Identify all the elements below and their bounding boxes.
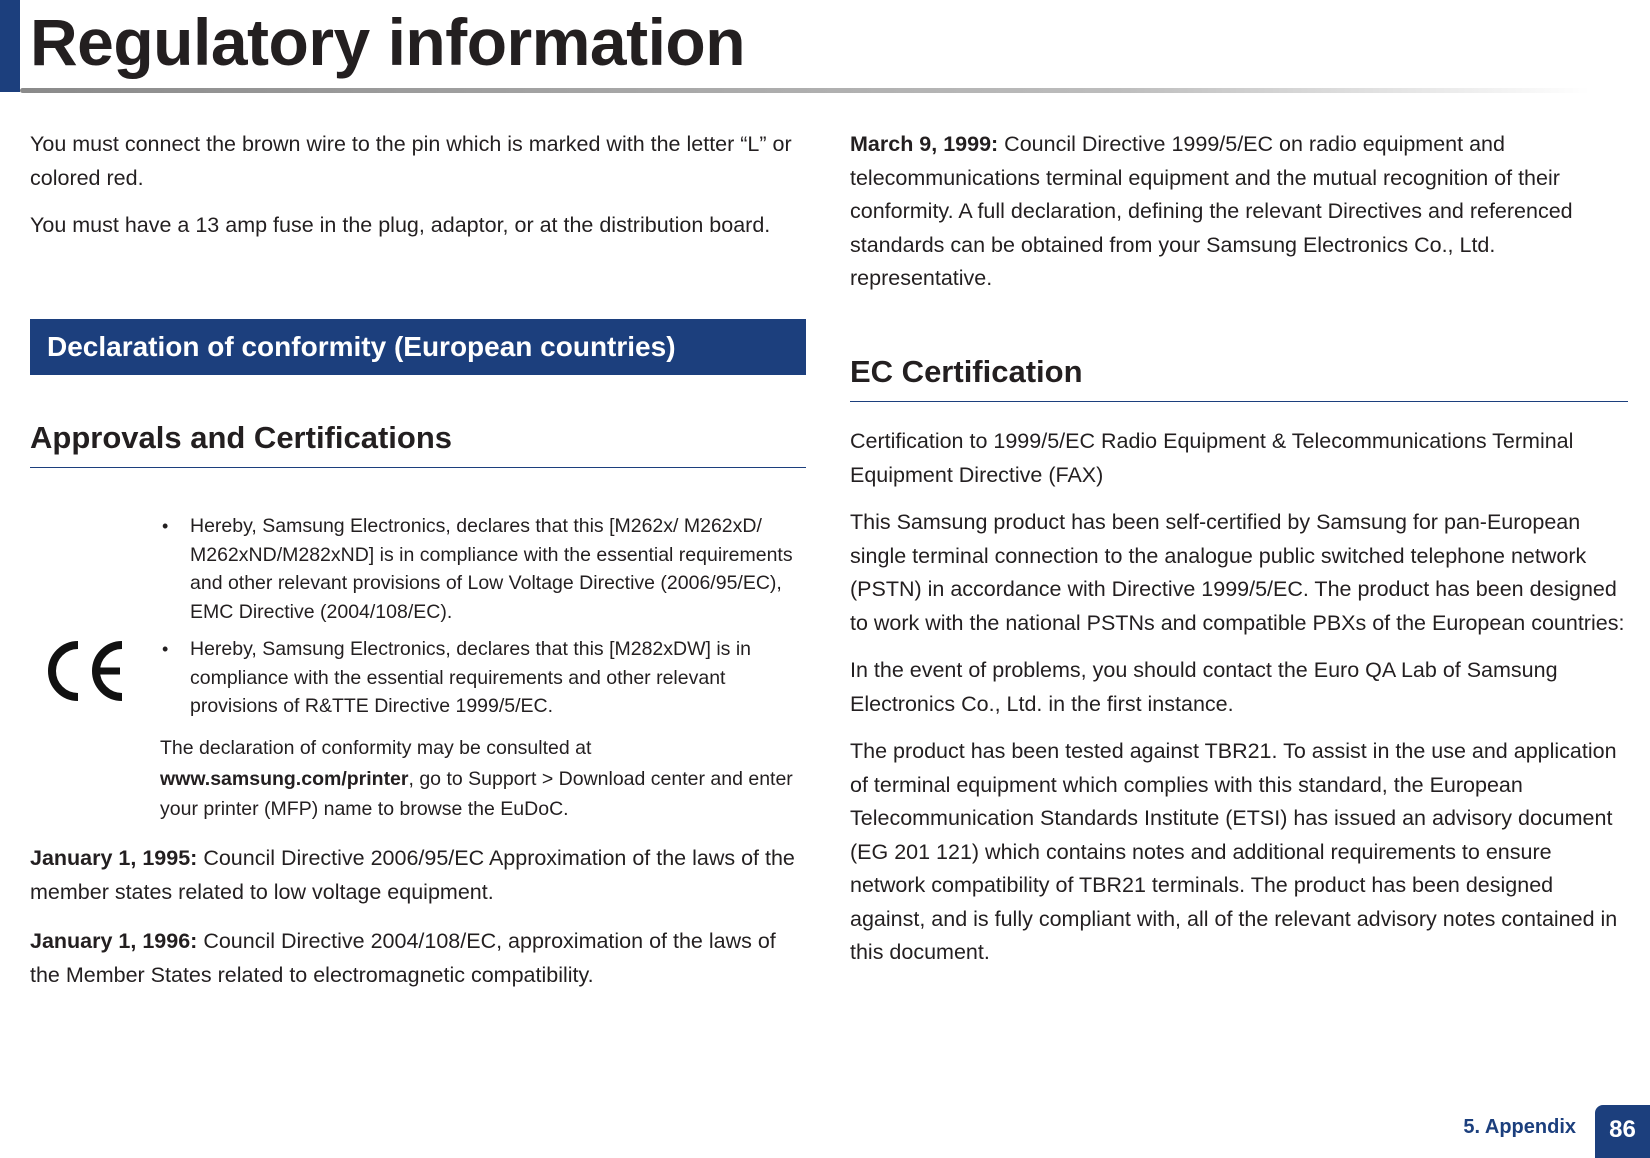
consult-intro: The declaration of conformity may be consulted at [160,737,592,759]
ec-certification-heading: EC Certification [850,352,1628,402]
bullet-dot: • [162,639,169,659]
consult-paragraph [160,733,806,825]
page-number: 86 [1595,1105,1650,1158]
directive-date: January 1, 1996: [30,929,198,953]
directive-text: Council Directive 1999/5/EC on radio equipment and telecommunications terminal equipment and the mutual recognition of their conformity. A full declaration, defining the relevant Directives and referenced standards can be obtained from your Samsung Electronics Co., Ltd. representative. [850,132,1573,290]
declaration-bullets [160,512,806,730]
directive-1996 [30,925,806,992]
ec-paragraph: Certification to 1999/5/EC Radio Equipment & Telecommunications Terminal Equipment Directive (FAX) [850,429,1574,487]
directive-text: Council Directive 2004/108/EC, approximation of the laws of the Member States related to electromagnetic compatibility. [30,929,776,987]
march-directive-block [850,128,1628,296]
directive-date: January 1, 1995: [30,846,198,870]
intro-paragraph-fuse: You must have a 13 amp fuse in the plug, adaptor, or at the distribution board. [30,213,771,237]
samsung-printer-link[interactable]: www.samsung.com/printer [160,767,409,790]
approvals-heading: Approvals and Certifications [30,418,806,468]
consult-rest: , go to Support > Download center and enter your printer (MFP) name to browse the EuDoC. [160,767,793,820]
directive-date: March 9, 1999: [850,132,999,156]
ec-paragraph: This Samsung product has been self-certified by Samsung for pan-European single terminal connection to the analogue public switched telephone network (PSTN) in accordance with Directive 1999/5/EC. The product has been designed to work with the national PSTNs and compatible PBXs of the European countries: [850,510,1625,635]
page-title: Regulatory information [30,5,746,79]
intro-paragraph-wire: You must connect the brown wire to the pin which is marked with the letter “L” or colored red. [30,132,792,190]
title-underline [20,88,1590,93]
bullet-text: Hereby, Samsung Electronics, declares that this [M282xDW] is in compliance with the essential requirements and other relevant provisions of R&TTE Directive 1999/5/EC. [190,638,752,717]
footer-section-label: 5. Appendix [1463,1116,1576,1138]
title-accent-bar [0,0,20,92]
ce-mark-icon [40,640,126,702]
directive-1995 [30,842,806,909]
intro-block [30,128,806,243]
approvals-heading-block [30,418,806,468]
bullet-item [160,512,806,626]
directive-text: Council Directive 2006/95/EC Approximation of the laws of the member states related to low voltage equipment. [30,846,795,904]
directive-1999 [850,128,1628,296]
ec-paragraph: In the event of problems, you should contact the Euro QA Lab of Samsung Electronics Co., Ltd. in the first instance. [850,658,1558,716]
ec-paragraph: The product has been tested against TBR21. To assist in the use and application of terminal equipment which complies with this standard, the European Telecommunication Standards Institute (ETSI) has issued an advisory document (EG 201 121) which contains notes and additional requirements to ensure network compatibility of TBR21 terminals. The product has been designed against, and is fully compliant with, all of the relevant advisory notes contained in this document. [850,739,1618,964]
ec-certification-body [850,425,1628,970]
bullet-dot: • [162,516,169,536]
ec-heading-block [850,352,1628,402]
bullet-text: Hereby, Samsung Electronics, declares that this [M262x/ M262xD/ M262xND/M282xND] is in compliance with the essential requirements and other relevant provisions of Low Voltage Directive (2006/95/EC), EMC Directive (2004/108/EC). [190,515,793,623]
section-banner-declaration: Declaration of conformity (European countries) [30,319,806,375]
bullet-item [160,635,806,721]
